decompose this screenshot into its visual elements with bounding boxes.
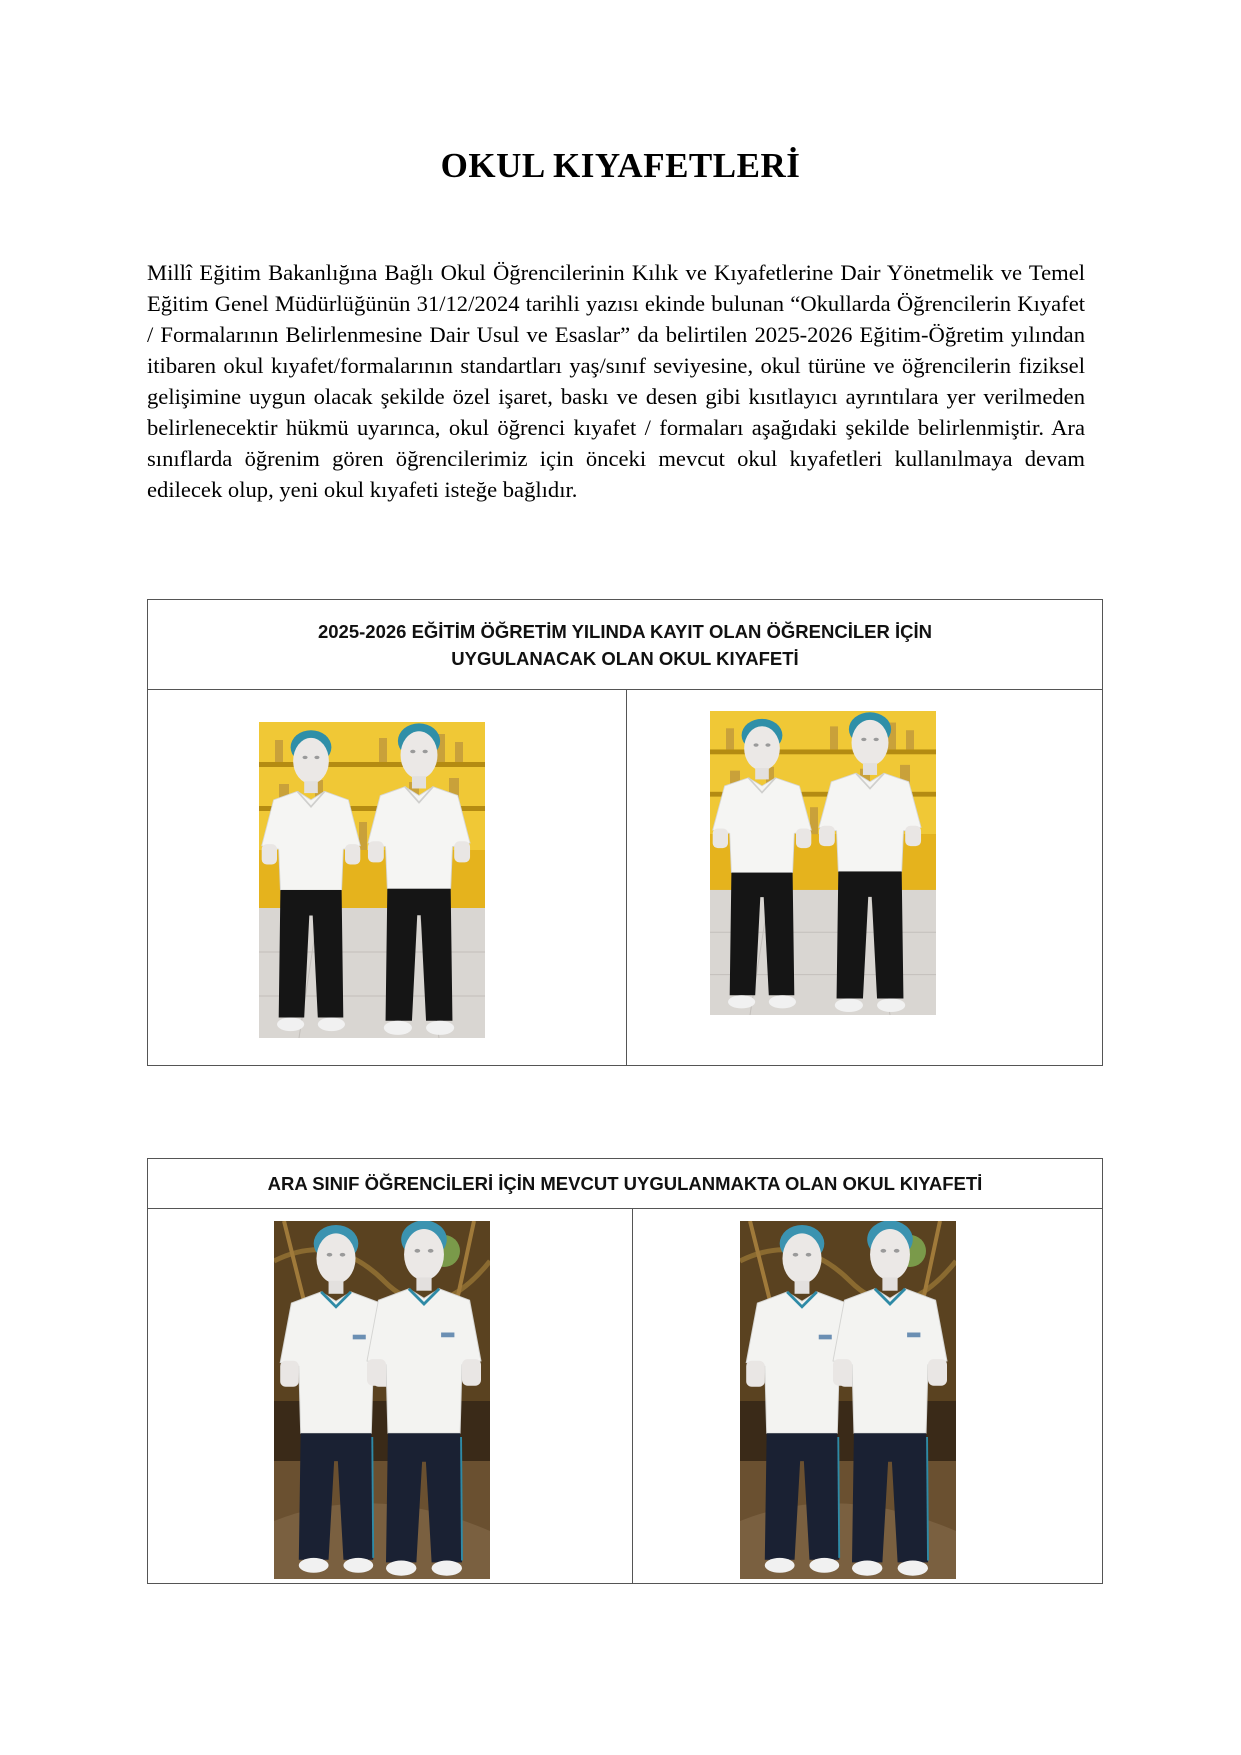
column-divider [632,1209,633,1583]
current-uniform-table [147,1158,1103,1584]
current-uniform-header [148,1159,1102,1209]
new-uniform-photo-right [710,711,936,1015]
new-uniform-header [148,600,1102,690]
current-uniform-photo-right [740,1221,956,1579]
current-uniform-photo-left [274,1221,490,1579]
column-divider [626,690,627,1065]
current-uniform-header-text: ARA SINIF ÖĞRENCİLERİ İÇİN MEVCUT UYGULANMAKTA OLAN OKUL KIYAFETİ [267,1173,983,1194]
intro-paragraph: Millî Eğitim Bakanlığına Bağlı Okul Öğrencilerinin Kılık ve Kıyafetlerine Dair Yönetmelik ve Temel Eğitim Genel Müdürlüğünün 31/12/2024 tarihli yazısı ekinde bulunan “Okullarda Öğrencilerin Kıyafet / Formalarının Belirlenmesine Dair Usul ve Esaslar” da belirtilen 2025-2026 Eğitim-Öğretim yılından itibaren okul kıyafet/formalarının standartları yaş/sınıf seviyesine, okul türüne ve öğrencilerin fiziksel gelişimine uygun olacak şekilde özel işaret, baskı ve desen gibi kısıtlayıcı ayrıntılara yer verilmeden belirlenecektir hükmü uyarınca, okul öğrenci kıyafet / formaları aşağıdaki şekilde belirlenmiştir. Ara sınıflarda öğrenim gören öğrencilerimiz için önceki mevcut okul kıyafetleri kullanılmaya devam edilecek olup, yeni okul kıyafeti isteğe bağlıdır. [147,260,1085,502]
new-uniform-header-line1: 2025-2026 EĞİTİM ÖĞRETİM YILINDA KAYIT OLAN ÖĞRENCİLER İÇİN [317,620,933,642]
new-uniform-table [147,599,1103,1066]
new-uniform-photo-left [259,722,485,1038]
page-title: OKUL KIYAFETLERİ [440,146,801,185]
new-uniform-header-line2: UYGULANACAK OLAN OKUL KIYAFETİ [451,647,799,669]
